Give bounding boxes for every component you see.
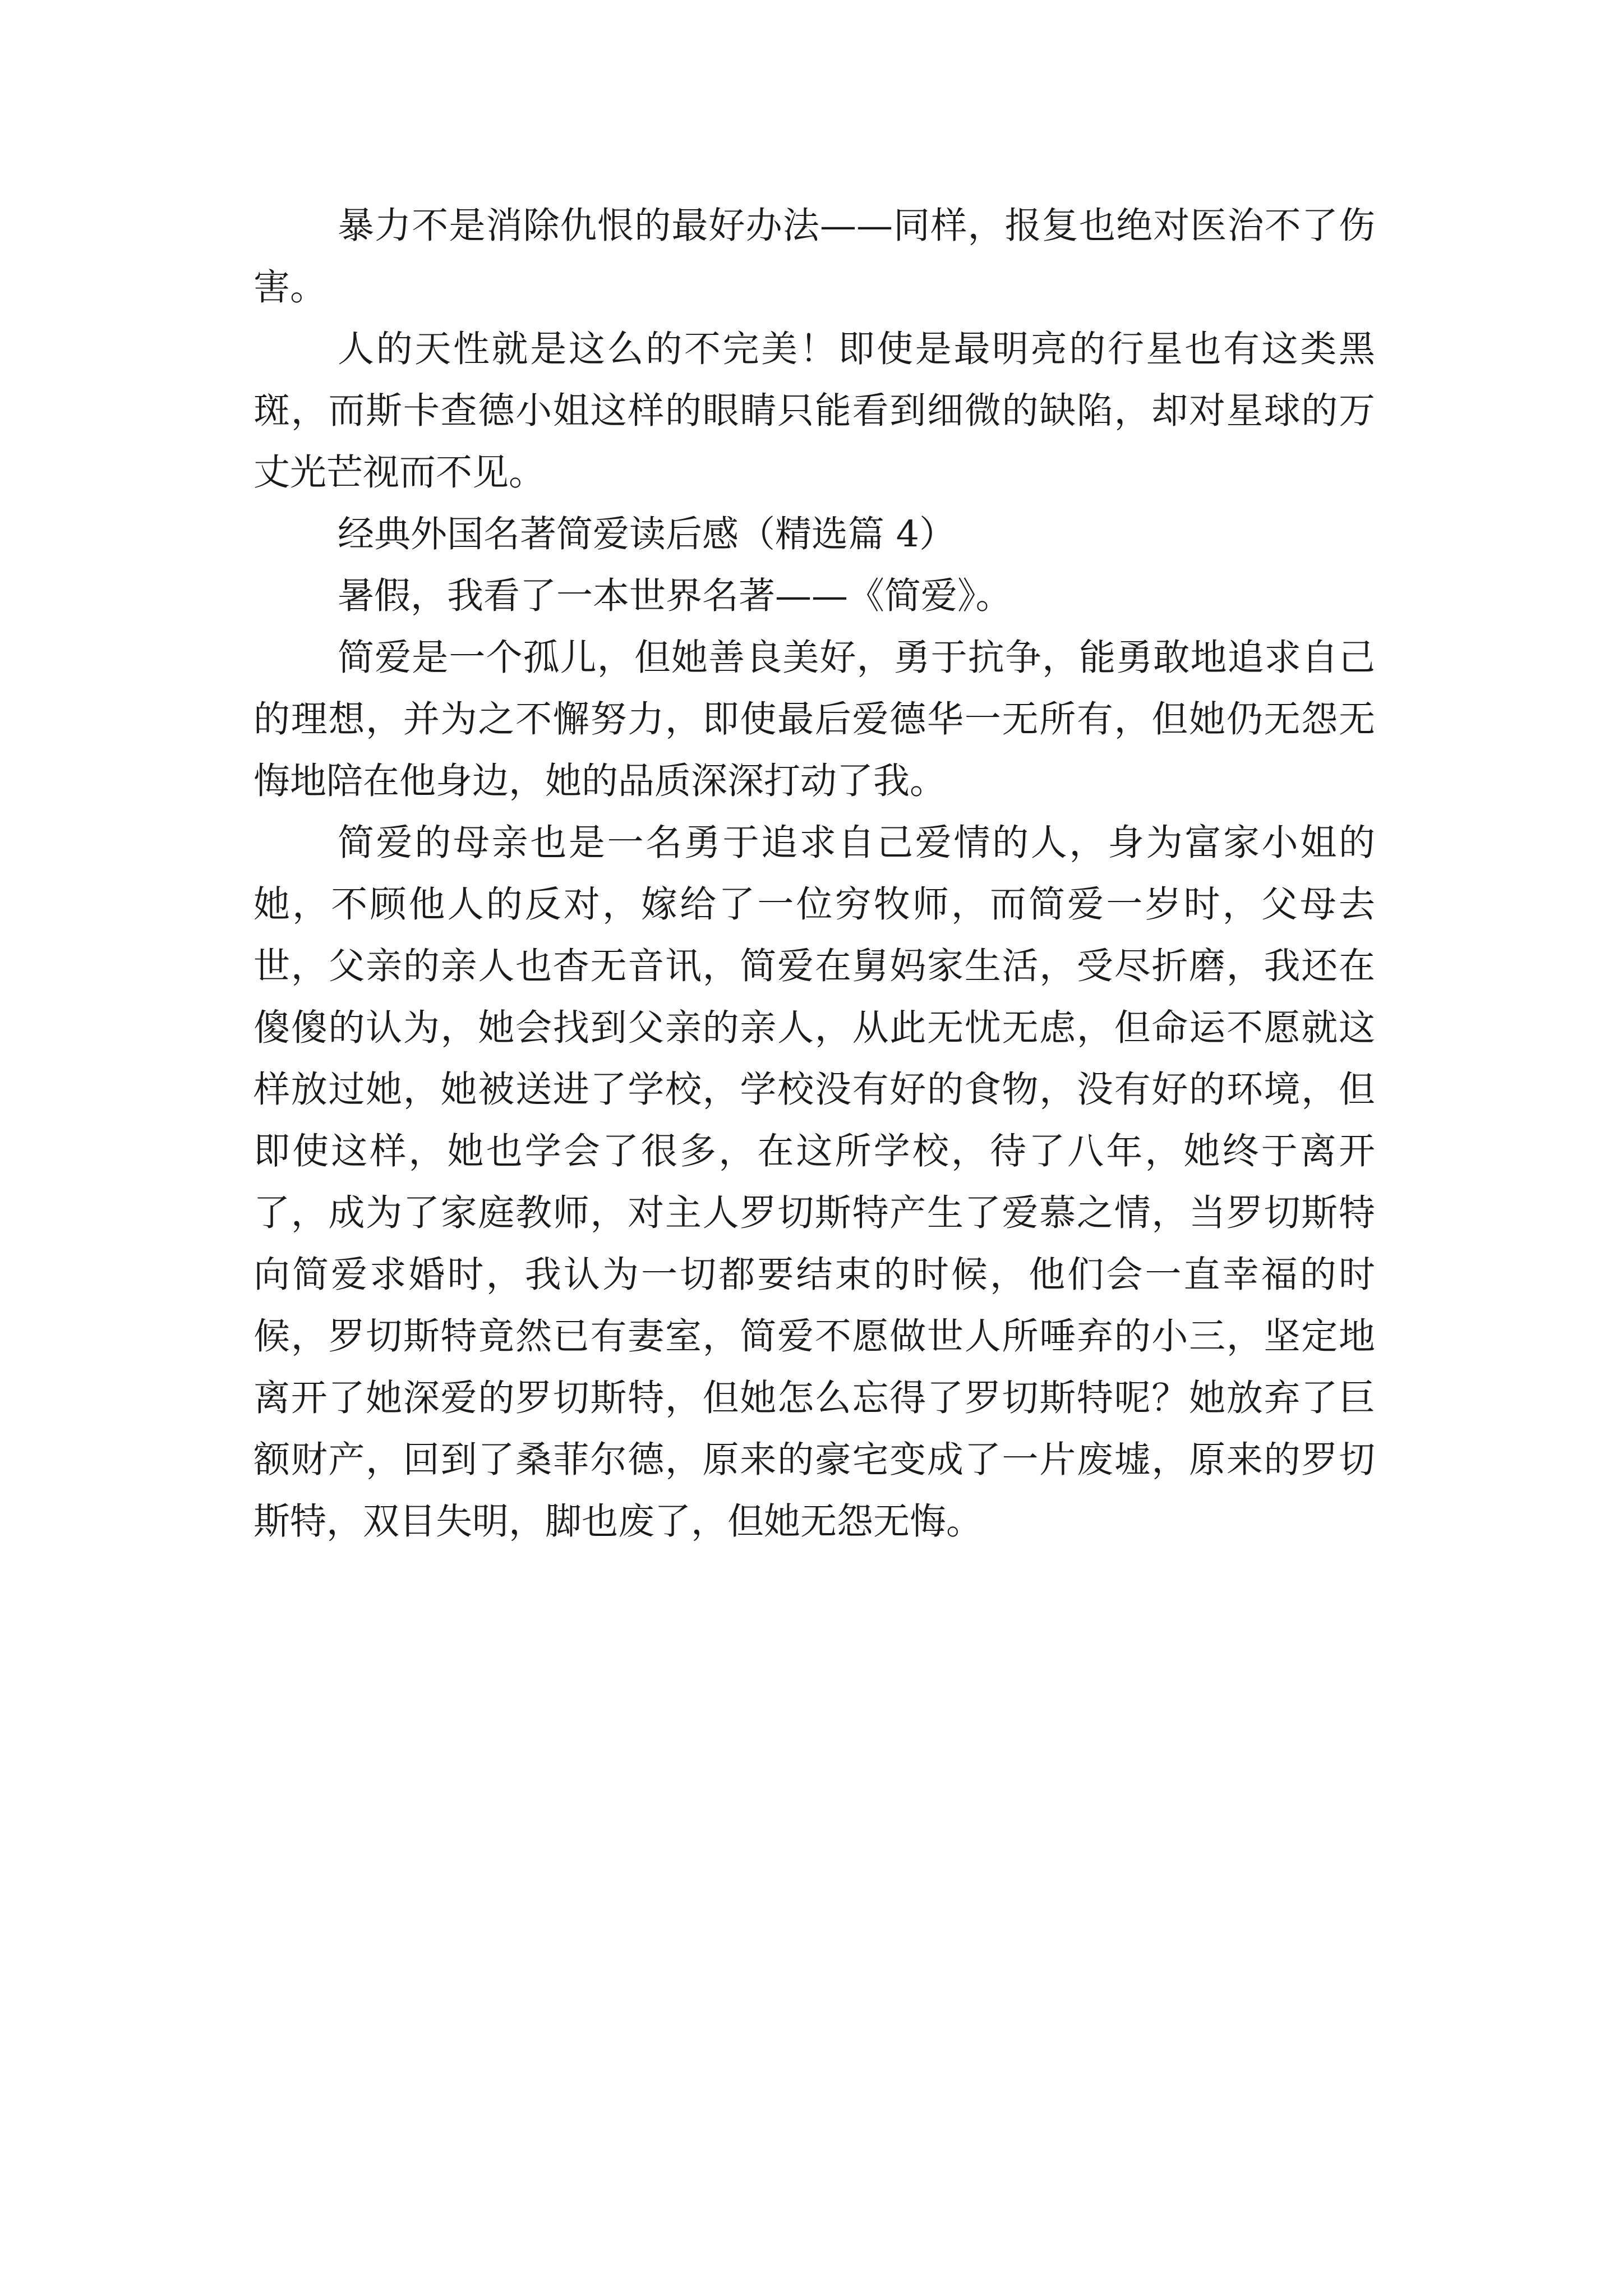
paragraph-jane-story: 简爱的母亲也是一名勇于追求自己爱情的人，身为富家小姐的她，不顾他人的反对，嫁给了一位穷牧师，而简爱一岁时，父母去世，父亲的亲人也杳无音讯，简爱在舅妈家生活，受尽折磨，我还在傻傻的认为，她会找到父亲的亲人，从此无忧无虑，但命运不愿就这样放过她，她被送进了学校，学校没有好的食物，没有好的环境，但即使这样，她也学会了很多，在这所学校，待了八年，她终于离开了，成为了家庭教师，对主人罗切斯特产生了爱慕之情，当罗切斯特向简爱求婚时，我认为一切都要结束的时候，他们会一直幸福的时候，罗切斯特竟然已有妻室，简爱不愿做世人所唾弃的小三，坚定地离开了她深爱的罗切斯特，但她怎么忘得了罗切斯特呢？她放弃了巨额财产，回到了桑菲尔德，原来的豪宅变成了一片废墟，原来的罗切斯特，双目失明，脚也废了，但她无怨无悔。 <box>253 822 1375 1543</box>
section-heading: 经典外国名著简爱读后感（精选篇 4） <box>338 513 956 555</box>
document-body <box>253 195 1375 1553</box>
paragraph-human-nature: 人的天性就是这么的不完美！即使是最明亮的行星也有这类黑斑，而斯卡查德小姐这样的眼睛只能看到细微的缺陷，却对星球的万丈光芒视而不见。 <box>253 328 1375 494</box>
paragraph-violence: 暴力不是消除仇恨的最好办法——同样，报复也绝对医治不了伤害。 <box>253 205 1375 309</box>
paragraph-summer-reading: 暑假，我看了一本世界名著——《简爱》。 <box>338 575 1012 617</box>
paragraph-jane-character: 简爱是一个孤儿，但她善良美好，勇于抗争，能勇敢地追求自己的理想，并为之不懈努力，即使最后爱德华一无所有，但她仍无怨无悔地陪在他身边，她的品质深深打动了我。 <box>253 637 1375 802</box>
